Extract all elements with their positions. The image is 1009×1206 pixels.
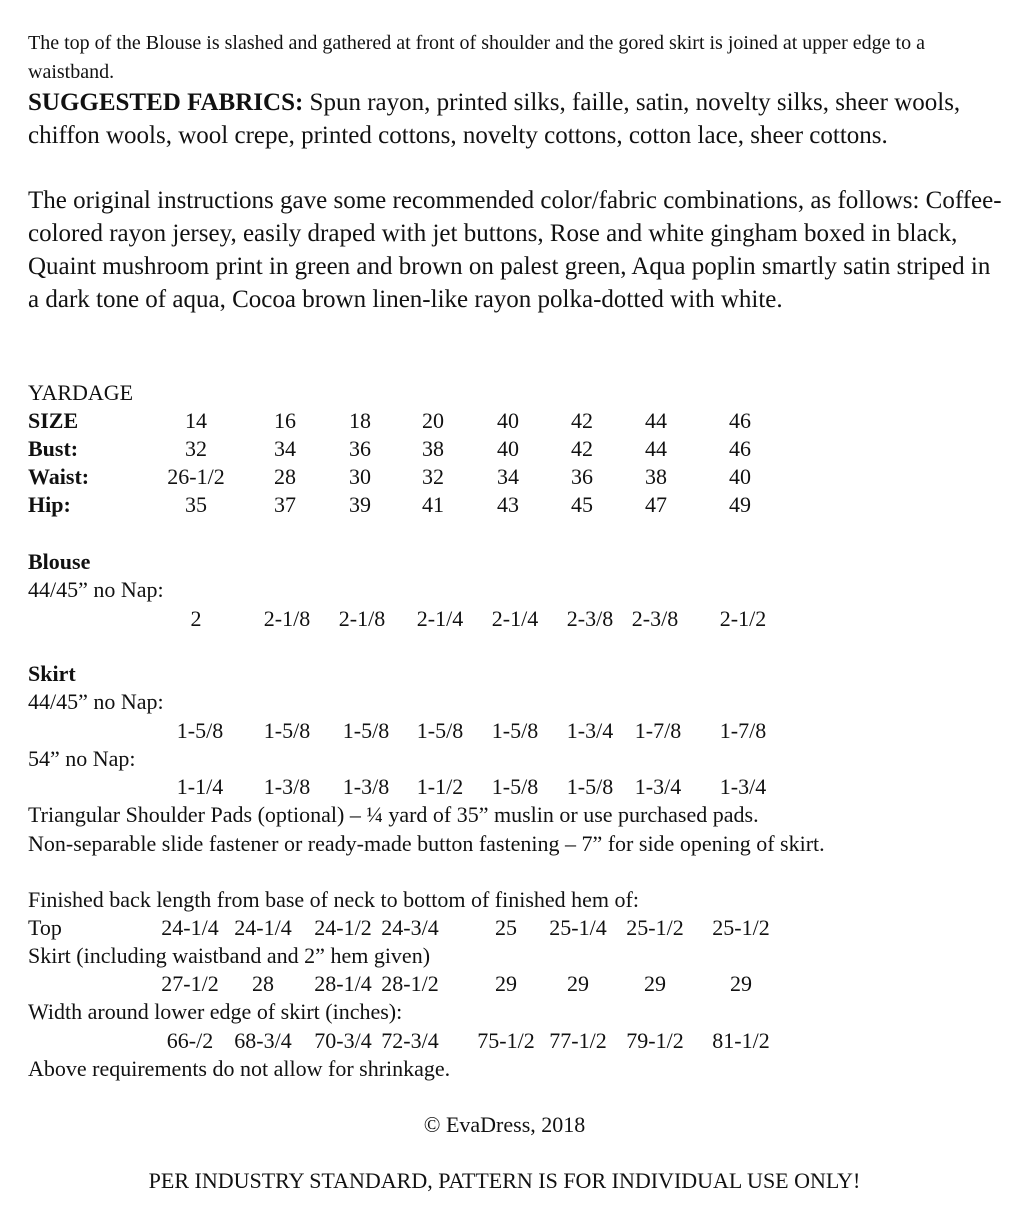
top-length-value: 25-1/2 <box>626 915 684 940</box>
top-length-value: 24-1/2 <box>314 915 372 940</box>
top-length-label: Top <box>28 915 62 940</box>
hem-width-value: 72-3/4 <box>381 1028 439 1053</box>
bust-label: Bust: <box>28 436 79 461</box>
hip-value: 49 <box>729 492 751 517</box>
skirt-fabric2-label: 54” no Nap: <box>28 746 136 771</box>
hem-width-value: 66-/2 <box>166 1028 214 1053</box>
waist-value: 40 <box>729 464 751 489</box>
blouse-yardage-value: 2-1/4 <box>491 606 539 631</box>
size-value: 42 <box>571 408 593 433</box>
skirt-length-value: 29 <box>730 971 752 996</box>
skirt-length-value: 29 <box>567 971 589 996</box>
hem-width-value: 68-3/4 <box>234 1028 292 1053</box>
skirt-fabric2-value: 1-3/8 <box>342 774 390 799</box>
bust-value: 40 <box>497 436 519 461</box>
skirt-fabric1-value: 1-5/8 <box>342 718 390 743</box>
blouse-yardage-value: 2-1/4 <box>416 606 464 631</box>
size-value: 18 <box>349 408 371 433</box>
skirt-fabric2-value: 1-3/8 <box>263 774 311 799</box>
size-value: 20 <box>422 408 444 433</box>
top-length-value: 25-1/4 <box>549 915 607 940</box>
waist-value: 28 <box>274 464 296 489</box>
waist-value: 38 <box>645 464 667 489</box>
yardage-title: YARDAGE <box>28 380 134 405</box>
skirt-fabric1-value: 1-7/8 <box>719 718 767 743</box>
waist-value: 26-1/2 <box>167 464 225 489</box>
bust-value: 32 <box>185 436 207 461</box>
size-label: SIZE <box>28 408 79 433</box>
waist-value: 36 <box>571 464 593 489</box>
blouse-yardage-value: 2-3/8 <box>631 606 679 631</box>
waist-label: Waist: <box>28 464 90 489</box>
suggested-fabrics <box>28 86 1003 152</box>
top-length-value: 25 <box>495 915 517 940</box>
hip-value: 35 <box>185 492 207 517</box>
size-value: 44 <box>645 408 667 433</box>
skirt-length-label: Skirt (including waistband and 2” hem given) <box>28 943 431 968</box>
blouse-fabric-label: 44/45” no Nap: <box>28 577 164 602</box>
hip-value: 37 <box>274 492 296 517</box>
skirt-length-value: 28-1/4 <box>314 971 372 996</box>
size-value: 14 <box>185 408 207 433</box>
blouse-yardage-value: 2-1/8 <box>338 606 386 631</box>
bust-value: 34 <box>274 436 296 461</box>
fastener-note: Non-separable slide fastener or ready-made button fastening – 7” for side opening of skirt. <box>28 831 825 856</box>
skirt-fabric1-value: 1-5/8 <box>491 718 539 743</box>
waist-value: 34 <box>497 464 519 489</box>
waist-value: 32 <box>422 464 444 489</box>
bust-value: 46 <box>729 436 751 461</box>
bust-value: 38 <box>422 436 444 461</box>
blouse-yardage-value: 2-1/2 <box>719 606 767 631</box>
waist-value: 30 <box>349 464 371 489</box>
skirt-fabric1-label: 44/45” no Nap: <box>28 689 164 714</box>
hip-value: 47 <box>645 492 667 517</box>
blouse-title: Blouse <box>28 549 91 574</box>
size-value: 40 <box>497 408 519 433</box>
skirt-fabric1-value: 1-5/8 <box>416 718 464 743</box>
skirt-fabric2-value: 1-1/2 <box>416 774 464 799</box>
hip-label: Hip: <box>28 492 71 517</box>
hem-width-value: 75-1/2 <box>477 1028 535 1053</box>
bust-value: 42 <box>571 436 593 461</box>
skirt-title: Skirt <box>28 661 76 686</box>
size-value: 16 <box>274 408 296 433</box>
skirt-fabric2-value: 1-5/8 <box>566 774 614 799</box>
skirt-length-value: 28-1/2 <box>381 971 439 996</box>
hip-value: 41 <box>422 492 444 517</box>
bust-value: 44 <box>645 436 667 461</box>
hip-value: 43 <box>497 492 519 517</box>
skirt-length-value: 27-1/2 <box>161 971 219 996</box>
skirt-fabric1-value: 1-3/4 <box>566 718 614 743</box>
skirt-fabric2-value: 1-1/4 <box>176 774 224 799</box>
skirt-length-value: 28 <box>252 971 274 996</box>
hem-width-value: 81-1/2 <box>712 1028 770 1053</box>
top-length-value: 24-1/4 <box>161 915 219 940</box>
skirt-fabric1-value: 1-5/8 <box>176 718 224 743</box>
top-length-value: 25-1/2 <box>712 915 770 940</box>
skirt-fabric1-value: 1-7/8 <box>634 718 682 743</box>
skirt-length-value: 29 <box>495 971 517 996</box>
finished-length-heading: Finished back length from base of neck to bottom of finished hem of: <box>28 887 639 912</box>
bust-value: 36 <box>349 436 371 461</box>
suggested-fabrics-heading: SUGGESTED FABRICS: <box>28 89 304 116</box>
intro-text: The top of the Blouse is slashed and gathered at front of shoulder and the gored skirt is joined at upper edge to a waistband. <box>28 32 925 83</box>
hem-width-value: 77-1/2 <box>549 1028 607 1053</box>
skirt-length-value: 29 <box>644 971 666 996</box>
blouse-yardage-value: 2-3/8 <box>566 606 614 631</box>
blouse-yardage-value: 2-1/8 <box>263 606 311 631</box>
size-value: 46 <box>729 408 751 433</box>
skirt-fabric2-value: 1-5/8 <box>491 774 539 799</box>
hem-width-value: 70-3/4 <box>314 1028 372 1053</box>
shrinkage-note: Above requirements do not allow for shrinkage. <box>28 1056 451 1081</box>
individual-use-notice: PER INDUSTRY STANDARD, PATTERN IS FOR INDIVIDUAL USE ONLY! <box>148 1168 861 1193</box>
skirt-fabric2-value: 1-3/4 <box>719 774 767 799</box>
skirt-fabric1-value: 1-5/8 <box>263 718 311 743</box>
top-length-value: 24-3/4 <box>381 915 439 940</box>
shoulder-pads-note: Triangular Shoulder Pads (optional) – ¼ yard of 35” muslin or use purchased pads. <box>28 802 759 827</box>
color-combinations: The original instructions gave some recommended color/fabric combinations, as follows: Coffee-colored rayon jersey, easily draped with jet buttons, Rose and white gingham boxed in black, Quaint mushroom print in green and brown on palest green, Aqua poplin smartly satin striped in a dark tone of aqua, Cocoa brown linen-like rayon polka-dotted with white. <box>28 187 1002 313</box>
skirt-fabric2-value: 1-3/4 <box>634 774 682 799</box>
suggested-fabrics-list: Spun rayon, printed silks, faille, satin, novelty silks, sheer wools, chiffon wools, wool crepe, printed cottons, novelty cottons, cotton lace, sheer cottons. <box>28 89 961 149</box>
hip-value: 45 <box>571 492 593 517</box>
hip-value: 39 <box>349 492 371 517</box>
hem-width-label: Width around lower edge of skirt (inches): <box>28 999 403 1024</box>
hem-width-value: 79-1/2 <box>626 1028 684 1053</box>
copyright: © EvaDress, 2018 <box>423 1112 586 1137</box>
blouse-yardage-value: 2 <box>190 606 202 631</box>
top-length-value: 24-1/4 <box>234 915 292 940</box>
